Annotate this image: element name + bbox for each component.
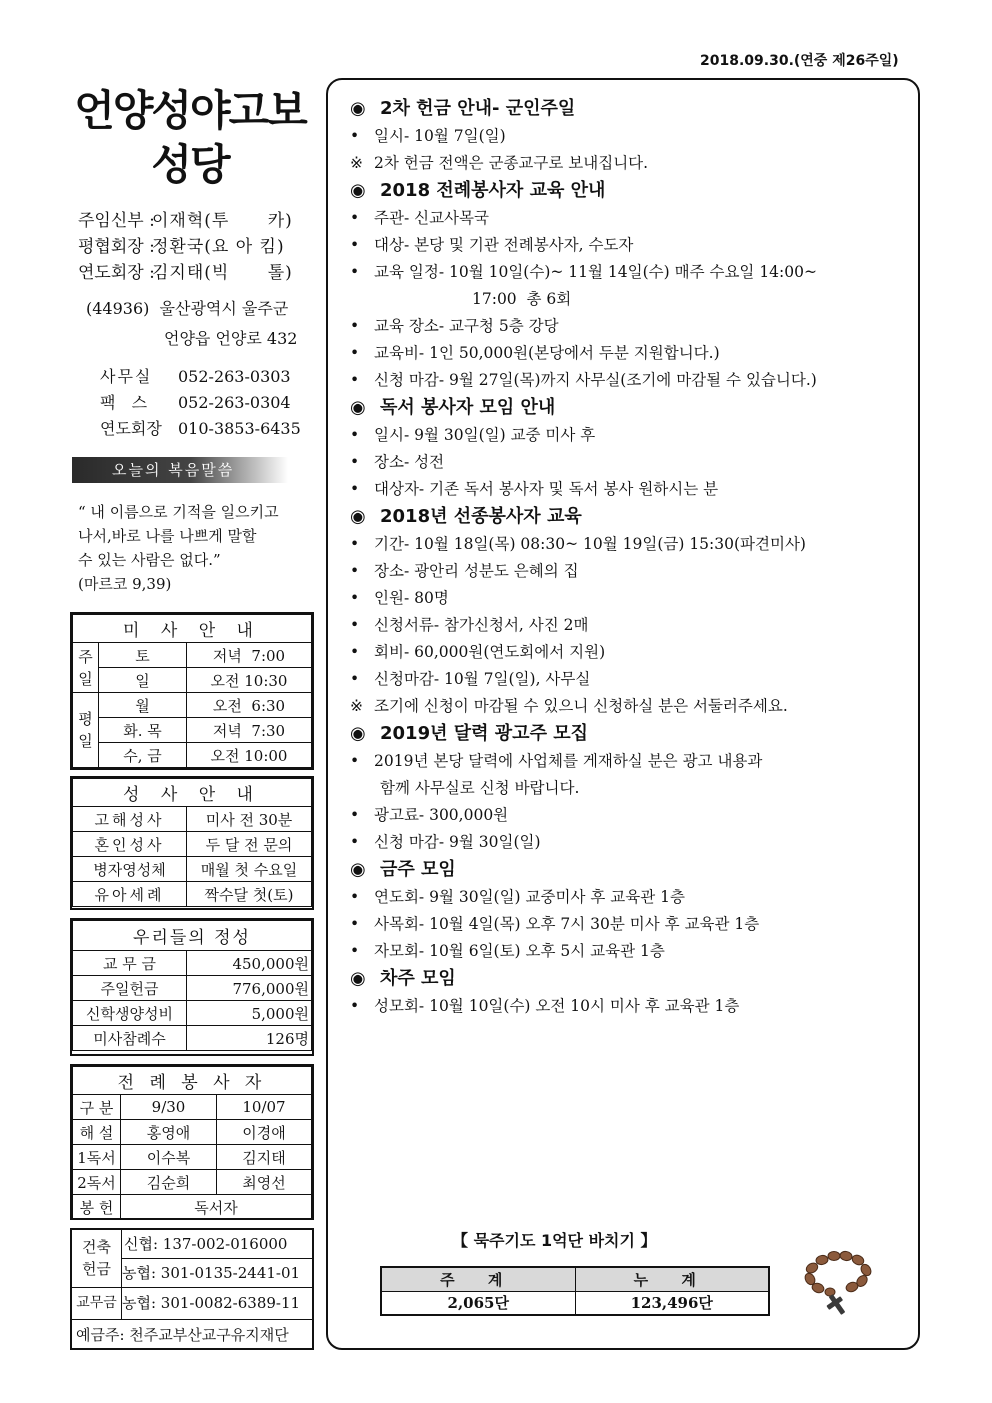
notice-section-heading bbox=[350, 177, 910, 205]
parish-name-line2: 성당 bbox=[151, 140, 229, 189]
servers-header: 10/07 bbox=[217, 1095, 312, 1120]
sacrament-info: 두 달 전 문의 bbox=[187, 832, 312, 857]
tithe-row bbox=[72, 1288, 312, 1320]
bullet-icon: • bbox=[350, 670, 360, 688]
notice-bullet-item bbox=[350, 585, 910, 612]
offering-name: 주일헌금 bbox=[73, 976, 187, 1001]
note-mark-icon: ※ bbox=[350, 697, 363, 715]
offerings-title: 우리들의 정성 bbox=[73, 921, 312, 951]
mass-day: 일 bbox=[99, 668, 187, 693]
notice-bullet-item bbox=[350, 205, 910, 232]
notice-text: 성모회- 10월 10일(수) 오전 10시 미사 후 교육관 1층 bbox=[374, 997, 740, 1015]
bullet-icon: • bbox=[350, 209, 360, 227]
notice-text: 2019년 본당 달력에 사업체를 게재하실 분은 광고 내용과 bbox=[374, 752, 763, 770]
bullet-icon: • bbox=[350, 480, 360, 498]
notice-text: 주관- 신교사목국 bbox=[374, 209, 489, 227]
notice-bullet-item bbox=[350, 123, 910, 150]
notice-bullet-item bbox=[350, 259, 910, 286]
notice-text: 장소- 성전 bbox=[374, 453, 445, 471]
mass-time: 오전 10:00 bbox=[187, 743, 312, 768]
section-marker-icon: ◉ bbox=[350, 859, 366, 880]
sacrament-name: 병자영성체 bbox=[73, 857, 187, 882]
mass-schedule-table bbox=[72, 614, 312, 768]
staff-name: 김지태(빅 톨) bbox=[152, 263, 293, 283]
sacrament-name: 유아세례 bbox=[73, 882, 187, 907]
notice-bullet-item bbox=[350, 938, 910, 965]
bullet-icon: • bbox=[350, 833, 360, 851]
mass-time: 오전 10:30 bbox=[187, 668, 312, 693]
bullet-icon: • bbox=[350, 371, 360, 389]
rosary-heading: 【 묵주기도 1억단 바치기 】 bbox=[452, 1231, 657, 1250]
notice-section-heading bbox=[350, 95, 910, 123]
notice-note bbox=[350, 693, 910, 720]
server-role: 1독서 bbox=[73, 1145, 121, 1170]
notice-text: 신청 마감- 9월 27일(목)까지 사무실(조기에 마감될 수 있습니다.) bbox=[374, 371, 817, 389]
server-role: 2독서 bbox=[73, 1170, 121, 1195]
bullet-icon: • bbox=[350, 344, 360, 362]
bullet-icon: • bbox=[350, 888, 360, 906]
sacrament-name: 혼인성사 bbox=[73, 832, 187, 857]
notice-bullet-item bbox=[350, 884, 910, 911]
bullet-icon: • bbox=[350, 942, 360, 960]
offering-name: 미사참례수 bbox=[73, 1026, 187, 1051]
notice-text: 회비- 60,000원(연도회에서 지원) bbox=[374, 643, 606, 661]
server-name: 최영선 bbox=[217, 1170, 312, 1195]
mass-day: 수, 금 bbox=[99, 743, 187, 768]
account-number: 농협: 301-0082-6389-11 bbox=[122, 1294, 301, 1312]
servers-table bbox=[72, 1066, 312, 1220]
gospel-quote: “ 내 이름으로 기적을 일으키고 나서,바로 나를 나쁘게 말할 수 있는 사람은 없다.” (마르코 9,39) bbox=[78, 503, 279, 593]
contact-label: 팩 스 bbox=[100, 393, 150, 412]
mass-time: 저녁 7:30 bbox=[187, 718, 312, 743]
parish-name bbox=[70, 84, 310, 192]
account-number: 농협: 301-0135-2441-01 bbox=[122, 1264, 301, 1282]
server-name: 독서자 bbox=[121, 1195, 312, 1220]
offering-amount: 450,000원 bbox=[187, 951, 312, 976]
notice-bullet-item bbox=[350, 802, 910, 829]
notice-bullet-item bbox=[350, 313, 910, 340]
notice-text: 연도회- 9월 30일(일) 교중미사 후 교육관 1층 bbox=[374, 888, 685, 906]
bullet-icon: • bbox=[350, 616, 360, 634]
mass-time: 오전 6:30 bbox=[187, 693, 312, 718]
bank-accounts bbox=[70, 1228, 314, 1350]
attendance-count: 126명 bbox=[187, 1026, 312, 1051]
parish-name-line1: 언양성야고보 bbox=[74, 86, 306, 135]
notice-text: 광고료- 300,000원 bbox=[374, 806, 509, 824]
issue-date: 2018.09.30.(연중 제26주일) bbox=[700, 53, 899, 69]
sacrament-name: 고해성사 bbox=[73, 807, 187, 832]
offering-name: 신학생양성비 bbox=[73, 1001, 187, 1026]
contact-phone: 010-3853-6435 bbox=[178, 419, 301, 438]
bullet-icon: • bbox=[350, 317, 360, 335]
staff-row bbox=[78, 260, 308, 286]
notice-text: 일시- 9월 30일(일) 교중 미사 후 bbox=[374, 426, 596, 444]
sacrament-info: 매월 첫 수요일 bbox=[187, 857, 312, 882]
notices-list bbox=[350, 95, 910, 1020]
staff-row bbox=[78, 234, 308, 260]
bullet-icon: • bbox=[350, 806, 360, 824]
sunday-label: 주 일 bbox=[73, 643, 99, 693]
notice-text: 사목회- 10월 4일(목) 오후 7시 30분 미사 후 교육관 1층 bbox=[374, 915, 760, 933]
contact-label: 연도회장 bbox=[100, 419, 162, 438]
notice-bullet-item bbox=[350, 476, 910, 503]
note-mark-icon: ※ bbox=[350, 154, 363, 172]
mass-schedule-title: 미 사 안 내 bbox=[73, 615, 312, 643]
building-fund-label: 건축 헌금 bbox=[72, 1230, 122, 1287]
server-name: 이수복 bbox=[121, 1145, 217, 1170]
notice-bullet-item bbox=[350, 367, 910, 394]
notice-text: 교육 장소- 교구청 5층 강당 bbox=[374, 317, 559, 335]
notice-text: 장소- 광안리 성분도 은혜의 집 bbox=[374, 562, 579, 580]
rosary-total-count: 123,496단 bbox=[575, 1291, 769, 1315]
bullet-icon: • bbox=[350, 752, 360, 770]
rosary-table bbox=[380, 1266, 770, 1316]
sacrament-info: 짝수달 첫(토) bbox=[187, 882, 312, 907]
offering-name: 교 무 금 bbox=[73, 951, 187, 976]
notice-section-heading bbox=[350, 503, 910, 531]
notice-bullet-item bbox=[350, 829, 910, 856]
server-role: 봉 헌 bbox=[73, 1195, 121, 1220]
mass-day: 토 bbox=[99, 643, 187, 668]
contact-list bbox=[100, 364, 310, 442]
section-marker-icon: ◉ bbox=[350, 723, 366, 744]
server-role: 해 설 bbox=[73, 1120, 121, 1145]
notice-bullet-item bbox=[350, 911, 910, 938]
bullet-icon: • bbox=[350, 915, 360, 933]
notice-text: 조기에 신청이 마감될 수 있으니 신청하실 분은 서둘러주세요. bbox=[374, 697, 788, 715]
notice-text: 신청서류- 참가신청서, 사진 2매 bbox=[374, 616, 589, 634]
staff-role: 주임신부 : bbox=[78, 211, 155, 231]
notice-text: 대상자- 기존 독서 봉사자 및 독서 봉사 원하시는 분 bbox=[374, 480, 719, 498]
section-marker-icon: ◉ bbox=[350, 180, 366, 201]
weekday-label: 평 일 bbox=[73, 693, 99, 768]
section-title: 2018 전례봉사자 교육 안내 bbox=[380, 180, 606, 201]
staff-row bbox=[78, 208, 308, 234]
bullet-icon: • bbox=[350, 236, 360, 254]
server-name: 김지태 bbox=[217, 1145, 312, 1170]
building-fund-row bbox=[72, 1230, 312, 1288]
bullet-icon: • bbox=[350, 589, 360, 607]
notice-section-heading bbox=[350, 965, 910, 993]
notice-bullet-item bbox=[350, 422, 910, 449]
sacrament-info: 미사 전 30분 bbox=[187, 807, 312, 832]
notice-continuation: 17:00 총 6회 bbox=[472, 290, 572, 308]
notice-text: 2차 헌금 전액은 군종교구로 보내집니다. bbox=[374, 154, 649, 172]
tithe-label: 교무금 bbox=[72, 1288, 122, 1319]
section-marker-icon: ◉ bbox=[350, 506, 366, 527]
bullet-icon: • bbox=[350, 535, 360, 553]
rosary-header-total: 누 계 bbox=[575, 1267, 769, 1291]
bullet-icon: • bbox=[350, 263, 360, 281]
account-number: 신협: 137-002-016000 bbox=[122, 1230, 312, 1259]
notice-section-heading bbox=[350, 720, 910, 748]
notice-text: 일시- 10월 7일(일) bbox=[374, 127, 506, 145]
rosary-beads-icon bbox=[798, 1246, 878, 1318]
staff-name: 정환국(요 아 킴) bbox=[152, 237, 285, 257]
notice-text: 신청마감- 10월 7일(일), 사무실 bbox=[374, 670, 591, 688]
contact-row bbox=[100, 416, 310, 442]
parish-address bbox=[86, 296, 306, 352]
section-title: 독서 봉사자 모임 안내 bbox=[380, 397, 556, 418]
offerings-table bbox=[72, 920, 312, 1051]
notice-bullet-item bbox=[350, 232, 910, 259]
section-title: 2차 헌금 안내- 군인주일 bbox=[380, 98, 576, 119]
bullet-icon: • bbox=[350, 426, 360, 444]
notice-bullet-item bbox=[350, 666, 910, 693]
notice-text: 교육 일정- 10월 10일(수)~ 11월 14일(수) 매주 수요일 14:00~ bbox=[374, 263, 817, 281]
account-holder: 예금주: 천주교부산교구유지재단 bbox=[76, 1326, 289, 1344]
notice-text: 인원- 80명 bbox=[374, 589, 449, 607]
address-line1: (44936) 울산광역시 울주군 bbox=[86, 299, 289, 318]
offering-amount: 776,000원 bbox=[187, 976, 312, 1001]
bullet-icon: • bbox=[350, 562, 360, 580]
gospel-heading: 오늘의 복음말씀 bbox=[72, 457, 288, 483]
notice-note bbox=[350, 150, 910, 177]
section-title: 2019년 달력 광고주 모집 bbox=[380, 723, 589, 744]
rosary-week-count: 2,065단 bbox=[381, 1291, 575, 1315]
bullet-icon: • bbox=[350, 643, 360, 661]
rosary-header-week: 주 계 bbox=[381, 1267, 575, 1291]
bullet-icon: • bbox=[350, 127, 360, 145]
mass-time: 저녁 7:00 bbox=[187, 643, 312, 668]
sacraments-table bbox=[72, 778, 312, 907]
contact-fax: 052-263-0304 bbox=[178, 393, 291, 412]
staff-role: 연도회장 : bbox=[78, 263, 155, 283]
section-marker-icon: ◉ bbox=[350, 968, 366, 989]
notice-text: 신청 마감- 9월 30일(일) bbox=[374, 833, 541, 851]
sacraments-title: 성 사 안 내 bbox=[73, 779, 312, 807]
notice-text: 교육비- 1인 50,000원(본당에서 두분 지원합니다.) bbox=[374, 344, 720, 362]
section-title: 차주 모임 bbox=[380, 968, 456, 989]
notice-section-heading bbox=[350, 394, 910, 422]
mass-day: 화. 목 bbox=[99, 718, 187, 743]
servers-header: 구 분 bbox=[73, 1095, 121, 1120]
section-marker-icon: ◉ bbox=[350, 98, 366, 119]
notice-text: 대상- 본당 및 기관 전례봉사자, 수도자 bbox=[374, 236, 634, 254]
notice-bullet-item bbox=[350, 639, 910, 666]
server-name: 홍영애 bbox=[121, 1120, 217, 1145]
mass-day: 월 bbox=[99, 693, 187, 718]
notice-bullet-item bbox=[350, 612, 910, 639]
contact-label: 사무실 bbox=[100, 367, 153, 386]
notice-bullet-item bbox=[350, 558, 910, 585]
notice-bullet-item bbox=[350, 993, 910, 1020]
section-title: 금주 모임 bbox=[380, 859, 456, 880]
notice-bullet-item bbox=[350, 748, 910, 775]
staff-role: 평협회장 : bbox=[78, 237, 155, 257]
contact-phone: 052-263-0303 bbox=[178, 367, 291, 386]
section-title: 2018년 선종봉사자 교육 bbox=[380, 506, 582, 527]
address-line2: 언양읍 언양로 432 bbox=[164, 329, 298, 348]
bullet-icon: • bbox=[350, 997, 360, 1015]
notice-continuation: 함께 사무실로 신청 바랍니다. bbox=[380, 779, 580, 797]
notice-text: 기간- 10월 18일(목) 08:30~ 10월 19일(금) 15:30(파견미사) bbox=[374, 535, 806, 553]
servers-title: 전 례 봉 사 자 bbox=[73, 1067, 312, 1095]
notice-text: 자모회- 10월 6일(토) 오후 5시 교육관 1층 bbox=[374, 942, 665, 960]
notice-bullet-item bbox=[350, 531, 910, 558]
bullet-icon: • bbox=[350, 453, 360, 471]
server-name: 김순희 bbox=[121, 1170, 217, 1195]
notice-bullet-item bbox=[350, 449, 910, 476]
notice-section-heading bbox=[350, 856, 910, 884]
staff-name: 이재혁(투 카) bbox=[152, 211, 293, 231]
contact-row bbox=[100, 390, 310, 416]
server-name: 이경애 bbox=[217, 1120, 312, 1145]
staff-list bbox=[78, 208, 308, 286]
servers-header: 9/30 bbox=[121, 1095, 217, 1120]
offering-amount: 5,000원 bbox=[187, 1001, 312, 1026]
section-marker-icon: ◉ bbox=[350, 397, 366, 418]
notice-bullet-item bbox=[350, 340, 910, 367]
contact-row bbox=[100, 364, 310, 390]
